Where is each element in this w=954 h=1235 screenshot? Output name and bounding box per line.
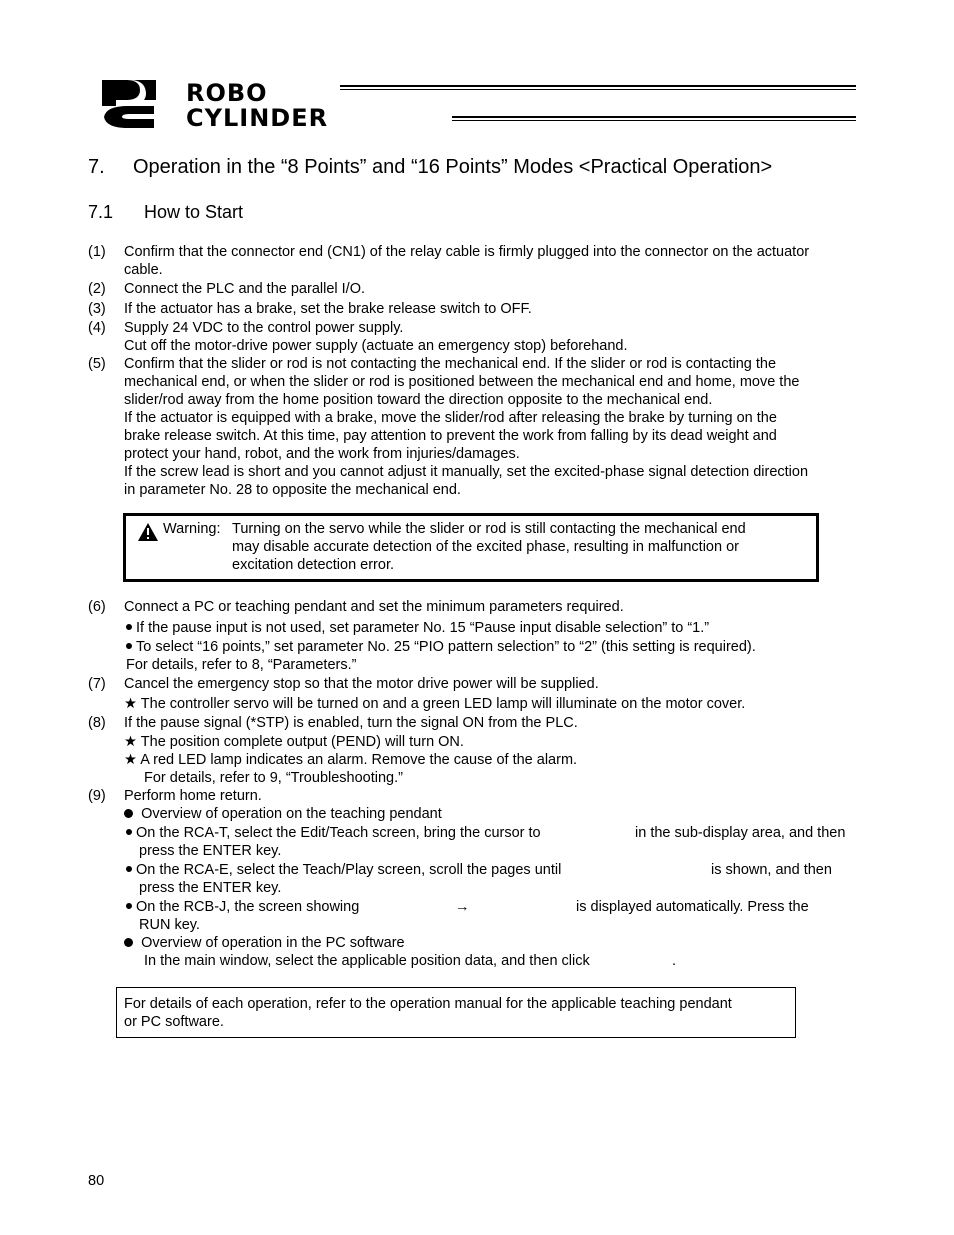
step-9-pc-line: In the main window, select the applicable position data, and then click <box>144 953 590 969</box>
header-rule-bottom-2 <box>452 120 856 121</box>
step-5-line-4: If the actuator is equipped with a brake, move the slider/rod after releasing the brake by turning on the <box>124 410 777 426</box>
step-9-rca-e-line-1: On the RCA-E, select the Teach/Play screen, scroll the pages until <box>126 861 561 879</box>
step-1-line-1: Confirm that the connector end (CN1) of the relay cable is firmly plugged into the connector on the actuator <box>124 244 810 260</box>
step-5-line-5: brake release switch. At this time, pay attention to prevent the work from falling by its dead weight and <box>124 428 777 444</box>
section-heading <box>88 156 772 179</box>
warning-line-2: may disable accurate detection of the excited phase, resulting in malfunction or <box>232 539 739 555</box>
header-rule-bottom-1 <box>452 116 856 118</box>
step-8-star-note-2: ★ A red LED lamp indicates an alarm. Remove the cause of the alarm. <box>124 752 578 768</box>
page-number: 80 <box>88 1173 105 1189</box>
note-line-1: For details of each operation, refer to the operation manual for the applicable teaching pendant <box>124 996 732 1012</box>
section-number: 7. <box>88 156 105 178</box>
step-9-rca-e-line-2: press the ENTER key. <box>139 880 282 896</box>
bullet-dot-icon <box>126 903 132 909</box>
step-7-star-note: ★ The controller servo will be turned on and a green LED lamp will illuminate on the motor cover. <box>124 696 746 712</box>
filled-circle-icon <box>124 938 133 947</box>
warning-line-3: excitation detection error. <box>232 557 395 573</box>
step-2-number: (2) <box>88 281 106 297</box>
logo-cylinder-text: CYLINDER <box>186 104 329 132</box>
step-8-number: (8) <box>88 715 106 731</box>
step-6-bullet-1: If the pause input is not used, set parameter No. 15 “Pause input disable selection” to “1.” <box>126 619 709 637</box>
step-9-rca-t-line-2: press the ENTER key. <box>139 843 282 859</box>
step-3-number: (3) <box>88 301 106 317</box>
step-8-line-1: If the pause signal (*STP) is enabled, turn the signal ON from the PLC. <box>124 715 578 731</box>
warning-triangle-icon <box>137 522 159 542</box>
header-rule-top-1 <box>340 85 856 87</box>
step-8-star-note-2-detail: For details, refer to 9, “Troubleshooting.” <box>144 770 403 786</box>
step-6-line-2: For details, refer to 8, “Parameters.” <box>126 657 357 673</box>
subsection-title: How to Start <box>144 202 244 222</box>
step-5-line-3: slider/rod away from the home position toward the direction opposite to the mechanical end. <box>124 392 713 408</box>
logo-robo-text: ROBO <box>186 79 268 107</box>
warning-box <box>123 513 819 582</box>
step-4-line-2: Cut off the motor-drive power supply (actuate an emergency stop) beforehand. <box>124 338 628 354</box>
bullet-dot-icon <box>126 829 132 835</box>
warning-label: Warning: <box>163 521 221 537</box>
subsection-heading <box>88 202 243 223</box>
step-5-line-1: Confirm that the slider or rod is not contacting the mechanical end. If the slider or rod is contacting the <box>124 356 777 372</box>
step-5-number: (5) <box>88 356 106 372</box>
right-arrow-icon: → <box>455 899 470 915</box>
step-5-line-8: in parameter No. 28 to opposite the mechanical end. <box>124 482 461 498</box>
step-1-number: (1) <box>88 244 106 260</box>
section-title: Operation in the “8 Points” and “16 Points” Modes <Practical Operation> <box>133 156 773 178</box>
step-9-rcb-j-line-2: RUN key. <box>139 917 200 933</box>
step-6-number: (6) <box>88 599 106 615</box>
step-9-rcb-j-line-1-end: is displayed automatically. Press the <box>576 899 809 915</box>
star-icon: ★ <box>124 752 137 768</box>
step-9-rca-e-line-1-end: is shown, and then <box>711 862 832 878</box>
step-9-rca-t-line-1: On the RCA-T, select the Edit/Teach screen, bring the cursor to <box>126 824 541 842</box>
step-4-number: (4) <box>88 320 106 336</box>
star-icon: ★ <box>124 734 137 750</box>
step-8-star-note-1: ★ The position complete output (PEND) will turn ON. <box>124 734 464 750</box>
bullet-dot-icon <box>126 866 132 872</box>
step-9-rca-t-line-1-end: in the sub-display area, and then <box>635 825 846 841</box>
step-5-line-2: mechanical end, or when the slider or rod is positioned between the mechanical end and home, move the <box>124 374 800 390</box>
bullet-dot-icon <box>126 624 132 630</box>
step-2-line-1: Connect the PLC and the parallel I/O. <box>124 281 366 297</box>
step-6-bullet-2: To select “16 points,” set parameter No. 25 “PIO pattern selection” to “2” (this setting is required). <box>126 638 756 656</box>
reference-note-box <box>116 987 796 1038</box>
step-4-line-1: Supply 24 VDC to the control power supply. <box>124 320 404 336</box>
header-rule-top-2 <box>340 89 856 90</box>
step-6-line-1: Connect a PC or teaching pendant and set the minimum parameters required. <box>124 599 624 615</box>
star-icon: ★ <box>124 696 137 712</box>
step-7-number: (7) <box>88 676 106 692</box>
filled-circle-icon <box>124 809 133 818</box>
step-9-overview-pc: Overview of operation in the PC software <box>124 934 405 952</box>
step-1-line-2: cable. <box>124 262 163 278</box>
step-3-line-1: If the actuator has a brake, set the brake release switch to OFF. <box>124 301 532 317</box>
bullet-dot-icon <box>126 643 132 649</box>
step-9-line-1: Perform home return. <box>124 788 262 804</box>
step-9-overview-pendant: Overview of operation on the teaching pendant <box>124 805 442 823</box>
step-9-number: (9) <box>88 788 106 804</box>
step-9-rcb-j-line-1: On the RCB-J, the screen showing <box>126 898 359 916</box>
warning-line-1: Turning on the servo while the slider or rod is still contacting the mechanical end <box>232 521 746 537</box>
step-5-line-6: protect your hand, robot, and the work from injuries/damages. <box>124 446 520 462</box>
step-5-line-7: If the screw lead is short and you cannot adjust it manually, set the excited-phase signal detection direction <box>124 464 809 480</box>
step-7-line-1: Cancel the emergency stop so that the motor drive power will be supplied. <box>124 676 599 692</box>
step-9-pc-line-end: . <box>672 953 677 969</box>
subsection-number: 7.1 <box>88 202 114 222</box>
note-line-2: or PC software. <box>124 1014 224 1030</box>
